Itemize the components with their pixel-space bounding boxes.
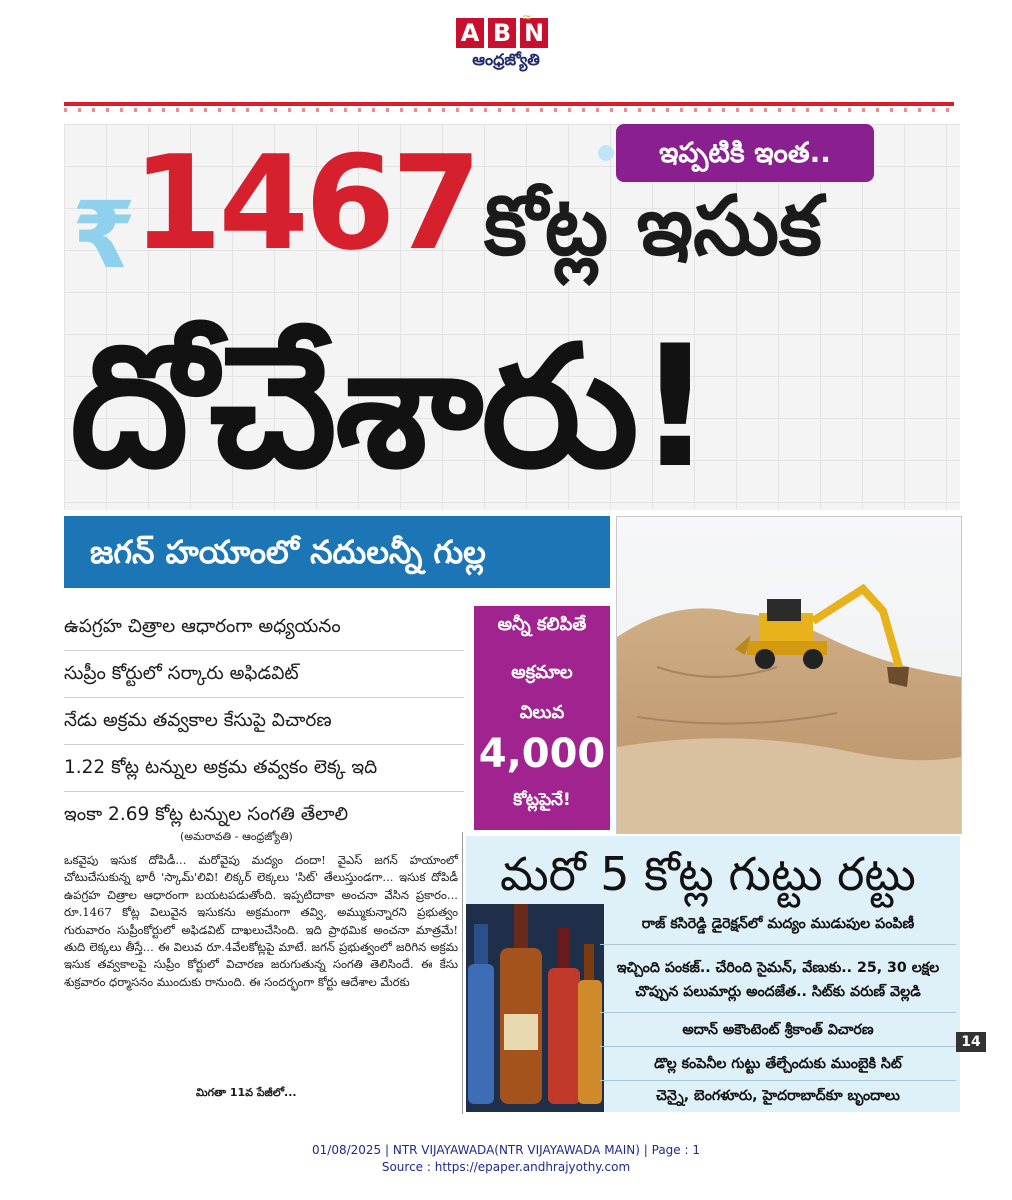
logo-letter-n: N bbox=[520, 18, 548, 48]
point-line-5: ఇంకా 2.69 కోట్ల టన్నుల సంగతి తేలాలి bbox=[64, 804, 349, 825]
point-line-3: నేడు అక్రమ తవ్వకాల కేసుపై విచారణ bbox=[64, 698, 464, 745]
footer-edition-info: 01/08/2025 | NTR VIJAYAWADA(NTR VIJAYAWADA MAIN) | Page : 1 bbox=[312, 1143, 700, 1157]
cup-steam-icon: ≈ bbox=[522, 10, 533, 24]
story2-line-6: చెన్నై, బెంగళూరు, హైదరాబాద్‌కూ బృందాలు bbox=[656, 1088, 900, 1104]
story2-separator bbox=[600, 1012, 956, 1013]
story2-separator bbox=[600, 1080, 956, 1081]
sub-banner: జగన్ హయాంలో నదులన్నీ గుల్ల bbox=[64, 516, 610, 588]
masthead-rule bbox=[64, 102, 954, 106]
total-box-line2: అక్రమాల bbox=[511, 662, 573, 683]
story2-headline: మరో 5 కోట్ల గుట్టు రట్టు bbox=[500, 847, 916, 901]
story2-line-4: అదాన్ అకౌంటెంట్ శ్రీకాంత్ విచారణ bbox=[682, 1022, 874, 1038]
logo-letter-b: B bbox=[488, 18, 516, 48]
total-box-line3: విలువ bbox=[519, 702, 565, 723]
liquor-bottles-photo bbox=[466, 904, 604, 1112]
story2-separator bbox=[600, 944, 956, 945]
rupee-icon: ₹ bbox=[72, 182, 137, 289]
story2-line-2: ఇచ్చింది పంకజ్.. చేరింది సైమన్, వేణుకు.. 25, 30 లక్షల bbox=[616, 960, 940, 976]
headline-kicker: ఇప్పటికి ఇంత.. bbox=[616, 124, 874, 182]
total-box-number: 4,000 bbox=[478, 731, 606, 777]
story-dateline: (అమరావతి - ఆంధ్రజ్యోతి) bbox=[180, 830, 293, 843]
abn-logo bbox=[456, 10, 556, 82]
logo-letters bbox=[456, 18, 556, 48]
masthead-dotted-rule bbox=[64, 108, 954, 112]
point-line-4: 1.22 కోట్ల టన్నుల అక్రమ తవ్వకం లెక్క ఇది bbox=[64, 745, 464, 792]
kicker-dot-icon bbox=[598, 145, 614, 161]
story-continued: మిగతా 11వ పేజీలో... bbox=[196, 1086, 297, 1099]
logo-subtitle: ఆంధ్రజ్యోతి bbox=[472, 50, 540, 69]
story2-line-5: డొల్ల కంపెనీల గుట్టు తేల్చేందుకు ముంబైకి సిట్ bbox=[654, 1056, 902, 1072]
point-line-1: ఉపగ్రహ చిత్రాల ఆధారంగా అధ్యయనం bbox=[64, 604, 464, 651]
total-box-line1: అన్నీ కలిపితే bbox=[497, 614, 587, 635]
point-line-2: సుప్రీం కోర్టులో సర్కారు అఫిడవిట్ bbox=[64, 651, 464, 698]
footer-source-link[interactable]: Source : https://epaper.andhrajyothy.com bbox=[381, 1160, 631, 1174]
page-reference-badge: 14 bbox=[956, 1032, 986, 1052]
logo-letter-a: A bbox=[456, 18, 484, 48]
total-value-box bbox=[474, 606, 610, 830]
total-box-line4: కోట్లపైనే! bbox=[513, 790, 571, 810]
story-body: ఒకవైపు ఇసుక దోపిడీ... మరోవైపు మద్యం దందా! వైఎస్ జగన్ హయాంలో చోటుచేసుకున్న భారీ 'స్కామ్'లివి! లిక్కర్ లెక్కలు 'సిట్' తేలుస్తుండగా... ఇసుక దోపిడీ ఉపగ్రహ చిత్రాల ఆధారంగా బయటపడుతోంది. ఇప్పటిదాకా అంచనా వేసిన ప్రకారం... రూ.1467 కోట్ల విలువైన ఇసుకను అక్రమంగా తవ్వి, అమ్ముకున్నారని ప్రభుత్వం గురువారం సుప్రీంకోర్టులో అఫిడవిట్ దాఖలుచేసింది. ఇది ప్రాథమిక అంచనా మాత్రమే! తుది లెక్కలు తీస్తే... ఈ విలువ రూ.4వేలకోట్లపై మాటే. జగన్ ప్రభుత్వంలో జరిగిన అక్రమ ఇసుక తవ్వకాలపై సుప్రీం కోర్టులో విచారణ జరుగుతున్న సంగతి తెలిసిందే. ఈ కేసు శుక్రవారం ధర్మాసనం ముందుకు రానుంది. ఈ సందర్భంగా కోర్టు ఆదేశాల మేరకు bbox=[64, 853, 458, 989]
headline-main: దోచేశారు! bbox=[70, 309, 712, 505]
story2-line-3: చొప్పున పలుమార్లు అందజేత.. సిట్‌కు వరుణ్ వెల్లడి bbox=[635, 984, 921, 1000]
sand-excavator-photo bbox=[616, 516, 962, 834]
column-divider bbox=[462, 832, 463, 1114]
story2-separator bbox=[600, 1046, 956, 1047]
headline-amount: 1467 bbox=[132, 127, 478, 279]
story2-line-1: రాజ్ కసిరెడ్డి డైరెక్షన్‌లో మద్యం ముడుపుల పంపిణీ bbox=[641, 916, 915, 932]
headline-amount-rest: కోట్ల ఇసుక bbox=[484, 179, 822, 274]
